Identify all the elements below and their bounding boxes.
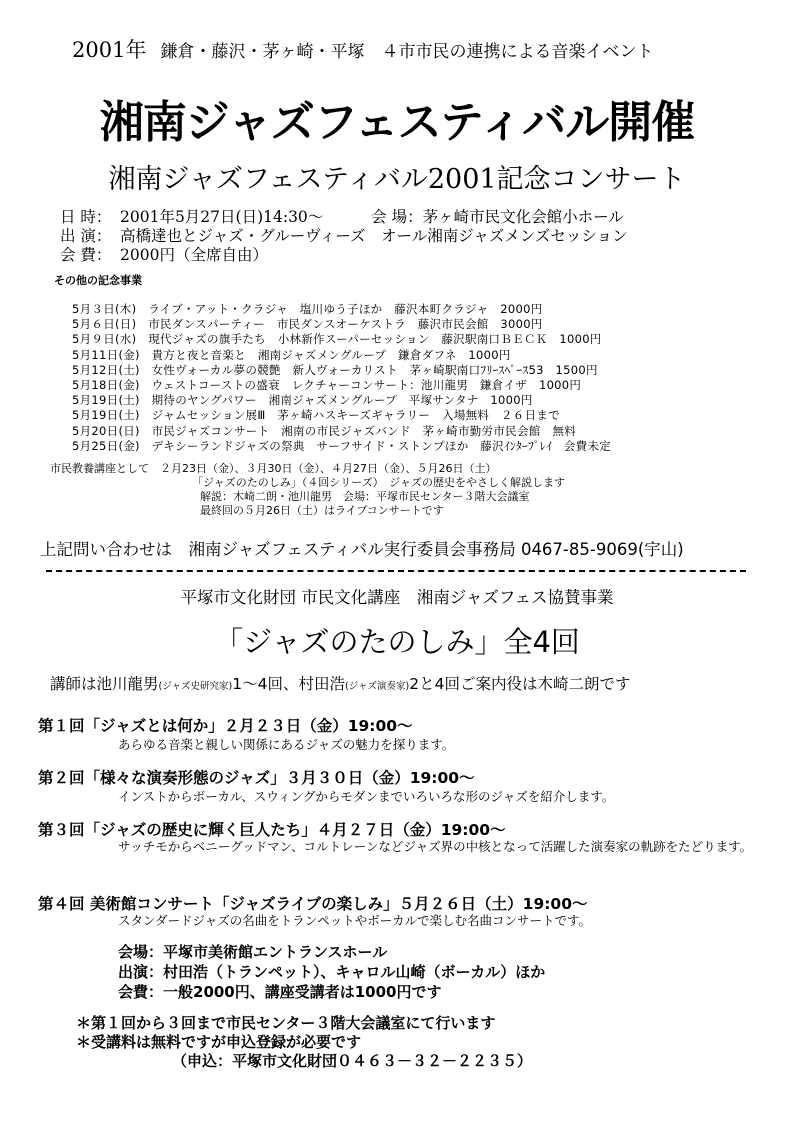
performers-value: 高橋達也とジャズ・グルーヴィーズ オール湘南ジャズメンズセッション bbox=[120, 227, 628, 245]
list-item: 5月11日(金) 貴方と夜と音楽と 湘南ジャズメングループ 鎌倉ダフネ 1000円 bbox=[72, 347, 511, 362]
contact-line: 上記問い合わせは 湘南ジャズフェスティバル実行委員会事務局 0467-85-9069(宇山) bbox=[40, 540, 684, 559]
lecture-info bbox=[50, 462, 565, 518]
list-item: 5月19日(土) ジャムセッション展Ⅲ 茅ヶ崎ハスキーズギャラリー 入場無料 ２６日まで bbox=[72, 408, 561, 423]
venue-value: 茅ヶ崎市民文化会館小ホール bbox=[422, 208, 624, 226]
venue-label: 会 場： bbox=[371, 208, 423, 226]
note-registration: ＊受講料は無料ですが申込登録が必要です bbox=[76, 1033, 362, 1051]
list-item: 5月25日(金) デキシーランドジャズの祭典 サーフサイド・ストンプほか 藤沢ｲﾝﾀｰﾌﾟﾚｲ 会費未定 bbox=[72, 438, 611, 453]
sponsor-line: 平塚市文化財団 市民文化講座 湘南ジャズフェス協賛事業 bbox=[180, 588, 614, 607]
lecture-final-note: 最終回の５月26日（土）はライブコンサートです bbox=[200, 504, 444, 517]
details-performers: 出演：村田浩（トランペット）、キャロル山崎（ボーカル）ほか bbox=[118, 963, 546, 981]
header-tagline-row bbox=[72, 34, 653, 64]
fee-value: 2000円（全席自由） bbox=[120, 246, 268, 264]
session-3-heading: 第３回「ジャズの歴史に輝く巨人たち」４月２７日（金）19:00～ bbox=[38, 821, 506, 839]
list-item: 5月12日(土) 女性ヴォーカル夢の競艶 新人ヴォーカリスト 茅ヶ崎駅南口ﾌﾘｰｽﾍﾟｰｽ53 1500円 bbox=[72, 362, 598, 377]
series-title: 「ジャズのたのしみ」全4回 bbox=[214, 625, 580, 659]
note-apply-contact: （申込：平塚市文化財団０４６３－３２－２２３５） bbox=[172, 1052, 533, 1070]
page-subtitle: 湘南ジャズフェスティバル2001記念コンサート bbox=[108, 164, 686, 195]
session-1-heading: 第１回「ジャズとは何か」２月２３日（金）19:00～ bbox=[38, 717, 413, 735]
list-item: 5月９日(水) 現代ジャズの旗手たち 小林新作スーパーセッション 藤沢駅南口ＢＥＣＫ 1000円 bbox=[72, 332, 602, 347]
session-4-desc: スタンダードジャズの名曲をトランペットやボーカルで楽しむ名曲コンサートです。 bbox=[118, 913, 592, 928]
date-label: 日 時： bbox=[60, 208, 112, 226]
footer-notes bbox=[76, 1014, 532, 1071]
other-events-heading: その他の記念事業 bbox=[54, 274, 142, 287]
dashed-divider bbox=[46, 570, 746, 572]
fee-label: 会 費： bbox=[60, 246, 112, 264]
instructor-line bbox=[50, 672, 630, 694]
session-3-desc: サッチモからベニーグッドマン、コルトレーンなどジャズ界の中核となって活躍した演奏家の軌跡をたどります。 bbox=[118, 839, 753, 854]
instructor-part1: 講師は池川龍男 bbox=[50, 675, 159, 693]
other-events-list bbox=[72, 302, 611, 454]
lecture-series: 「ジャズのたのしみ」（４回シリーズ） ジャズの歴史をやさしく解説します bbox=[192, 476, 566, 489]
instructor-part3: 2と4回ご案内役は木崎二朗です bbox=[409, 675, 631, 693]
date-value: 2001年5月27日(日)14:30～ bbox=[120, 208, 324, 226]
list-item: 5月６日(日) 市民ダンスパーティー 市民ダンスオーケストラ 藤沢市民会館 3000円 bbox=[72, 317, 543, 332]
list-item: 5月20日(日) 市民ジャズコンサート 湘南の市民ジャズバンド 茅ヶ崎市勤労市民会館 無料 bbox=[72, 423, 576, 438]
concert-details bbox=[118, 942, 545, 1002]
year-label: 2001年 bbox=[72, 38, 147, 62]
lecture-dates: 市民教養講座として ２月23日（金）、３月30日（金）、４月27日（金）、５月26日（土） bbox=[50, 462, 497, 475]
list-item: 5月19日(土) 期待のヤングパワー 湘南ジャズメングループ 平塚サンタナ 1000円 bbox=[72, 393, 533, 408]
session-1-desc: あらゆる音楽と親しい関係にあるジャズの魅力を探ります。 bbox=[118, 737, 455, 752]
lecture-presenters: 解説：木崎二朗・池川龍男 会場：平塚市民センター３階大会議室 bbox=[200, 490, 530, 503]
instructor-note1: (ジャズ史研究家) bbox=[158, 681, 233, 692]
session-2-desc: インストからボーカル、スウィングからモダンまでいろいろな形のジャズを紹介します。 bbox=[118, 789, 615, 804]
session-4-heading: 第４回 美術館コンサート「ジャズライブの楽しみ」５月２６日（土）19:00～ bbox=[38, 895, 588, 913]
session-2-heading: 第２回「様々な演奏形態のジャズ」３月３０日（金）19:00～ bbox=[38, 769, 475, 787]
instructor-part2: 1～4回、村田浩 bbox=[232, 675, 345, 693]
note-venue: ＊第１回から３回まで市民センター３階大会議室にて行います bbox=[76, 1014, 496, 1032]
page-title: 湘南ジャズフェスティバル開催 bbox=[99, 97, 695, 148]
list-item: 5月18日(金) ウェストコーストの盛衰 レクチャーコンサート：池川龍男 鎌倉イザ 1000円 bbox=[72, 378, 582, 393]
details-venue: 会場：平塚市美術館エントランスホール bbox=[118, 943, 388, 961]
details-fee: 会費：一般2000円、講座受講者は1000円です bbox=[118, 983, 442, 1001]
event-tagline: 鎌倉・藤沢・茅ヶ崎・平塚 ４市市民の連携による音楽イベント bbox=[160, 42, 654, 62]
performers-label: 出 演： bbox=[60, 227, 112, 245]
fee-row bbox=[60, 243, 268, 265]
list-item: 5月３日(木) ライブ・アット・クラジャ 塩川ゆう子ほか 藤沢本町クラジャ 2000円 bbox=[72, 302, 543, 316]
instructor-note2: (ジャズ演奏家) bbox=[344, 681, 410, 692]
